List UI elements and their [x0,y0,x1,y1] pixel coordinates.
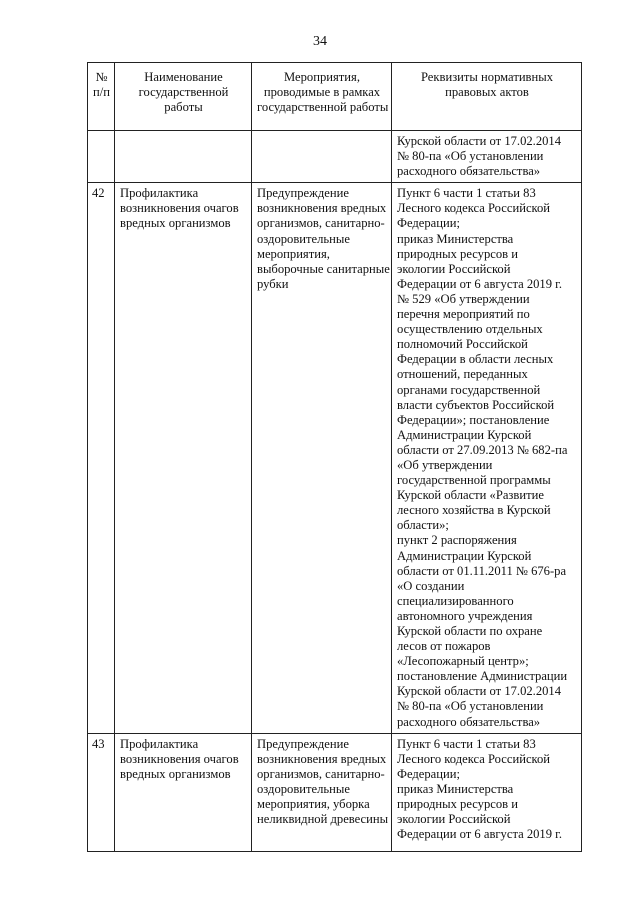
activities-cell [252,183,392,733]
text-line: расходного обязательства» [397,164,541,179]
text-line: «Об утверждении [397,457,493,472]
regulations-table [87,62,582,852]
text-line: Реквизиты нормативных [420,70,554,84]
text-line: Лесного кодекса Российской [397,201,551,216]
table-row [88,183,582,733]
text-line: экологии Российской [397,812,511,827]
text-line: Курской области от 17.02.2014 [397,684,562,699]
text-line: Профилактика [120,186,199,201]
text-line: Федерации; [397,766,460,781]
requisites-cell [392,131,582,183]
text-line: № 80-па «Об установлении [397,149,544,164]
text-line: лесного хозяйства в Курской [397,503,551,518]
requisites-cell [392,733,582,851]
text-line: Федерации»; постановление [397,412,550,427]
text-line: органами государственной [397,382,541,397]
text-line: Федерации в области лесных [397,352,554,367]
activities-cell [252,131,392,183]
text-line: рубки [257,276,289,291]
text-line: Курской области «Развитие [397,488,544,503]
requisites-cell [392,183,582,733]
text-line: перечня мероприятий по [397,307,530,322]
text-line: Пункт 6 части 1 статьи 83 [397,186,536,201]
text-line: Федерации от 6 августа 2019 г. [397,827,563,842]
text-line: автономного учреждения [397,608,533,623]
text-line: природных ресурсов и [397,246,518,261]
text-line: государственной программы [397,473,551,488]
activities-cell [252,733,392,851]
text-line: области от 01.11.2011 № 676-ра [397,563,567,578]
text-line: специализированного [397,593,514,608]
row-number: 43 [88,733,115,851]
text-line: области от 27.09.2013 № 682-па [397,442,568,457]
text-line: природных ресурсов и [397,797,518,812]
work-name-cell [115,183,252,733]
header-name [115,63,252,131]
text-line: власти субъектов Российской [397,397,555,412]
text-line: Администрации Курской [397,427,532,442]
row-number [88,131,115,183]
page-number: 34 [313,34,327,49]
text-line: организмов, санитарно- [257,216,385,231]
text-line: расходного обязательства» [397,714,541,729]
text-line: правовых актов [445,85,529,100]
text-line: выборочные санитарные [257,261,390,276]
text-line: Наименование [144,70,223,84]
table-row [88,131,582,183]
text-line: лесов от пожаров [397,639,491,654]
text-line: неликвидной древесины [257,812,389,827]
text-line: Мероприятия, [284,70,360,84]
table-row [88,733,582,851]
text-line: постановление Администрации [397,669,568,684]
text-line: Федерации от 6 августа 2019 г. [397,276,563,291]
text-line: оздоровительные [257,231,350,246]
text-line: мероприятия, [257,246,330,261]
text-line: возникновения очагов [120,751,239,766]
text-line: полномочий Российской [397,337,528,352]
text-line: организмов, санитарно- [257,766,385,781]
text-line: экологии Российской [397,261,511,276]
text-line: «Лесопожарный центр»; [397,654,529,669]
header-num [88,63,115,131]
text-line: проводимые в рамках [263,85,381,100]
text-line: Федерации; [397,216,460,231]
text-line: Пункт 6 части 1 статьи 83 [397,736,536,751]
table-header-row [88,63,582,131]
text-line: № 529 «Об утверждении [397,291,530,306]
header-requisites [392,63,582,131]
text-line: области»; [397,518,449,533]
text-line: оздоровительные [257,781,350,796]
text-line: Предупреждение [257,186,349,201]
text-line: государственной работы [257,100,389,115]
text-line: работы [164,100,203,115]
text-line: Профилактика [120,736,199,751]
text-line: государственной [138,85,229,100]
text-line: Администрации Курской [397,548,532,563]
header-activities [252,63,392,131]
text-line: Курской области по охране [397,624,543,638]
text-line: вредных организмов [120,216,231,231]
text-line: возникновения вредных [257,201,387,216]
text-line: возникновения очагов [120,201,239,216]
text-line: Лесного кодекса Российской [397,751,551,766]
text-line: вредных организмов [120,766,231,781]
work-name-cell [115,131,252,183]
text-line: осуществлению отдельных [397,322,543,337]
row-number: 42 [88,183,115,733]
text-line: мероприятия, уборка [257,797,370,812]
text-line: № [95,70,108,84]
text-line: пункт 2 распоряжения [397,533,517,548]
text-line: «О создании [397,578,465,593]
text-line: приказ Министерства [397,781,514,796]
text-line: Предупреждение [257,736,349,751]
text-line: приказ Министерства [397,231,514,246]
text-line: возникновения вредных [257,751,387,766]
work-name-cell [115,733,252,851]
text-line: отношений, переданных [397,367,528,382]
text-line: Курской области от 17.02.2014 [397,134,562,148]
text-line: п/п [93,85,110,100]
text-line: № 80-па «Об установлении [397,699,544,714]
